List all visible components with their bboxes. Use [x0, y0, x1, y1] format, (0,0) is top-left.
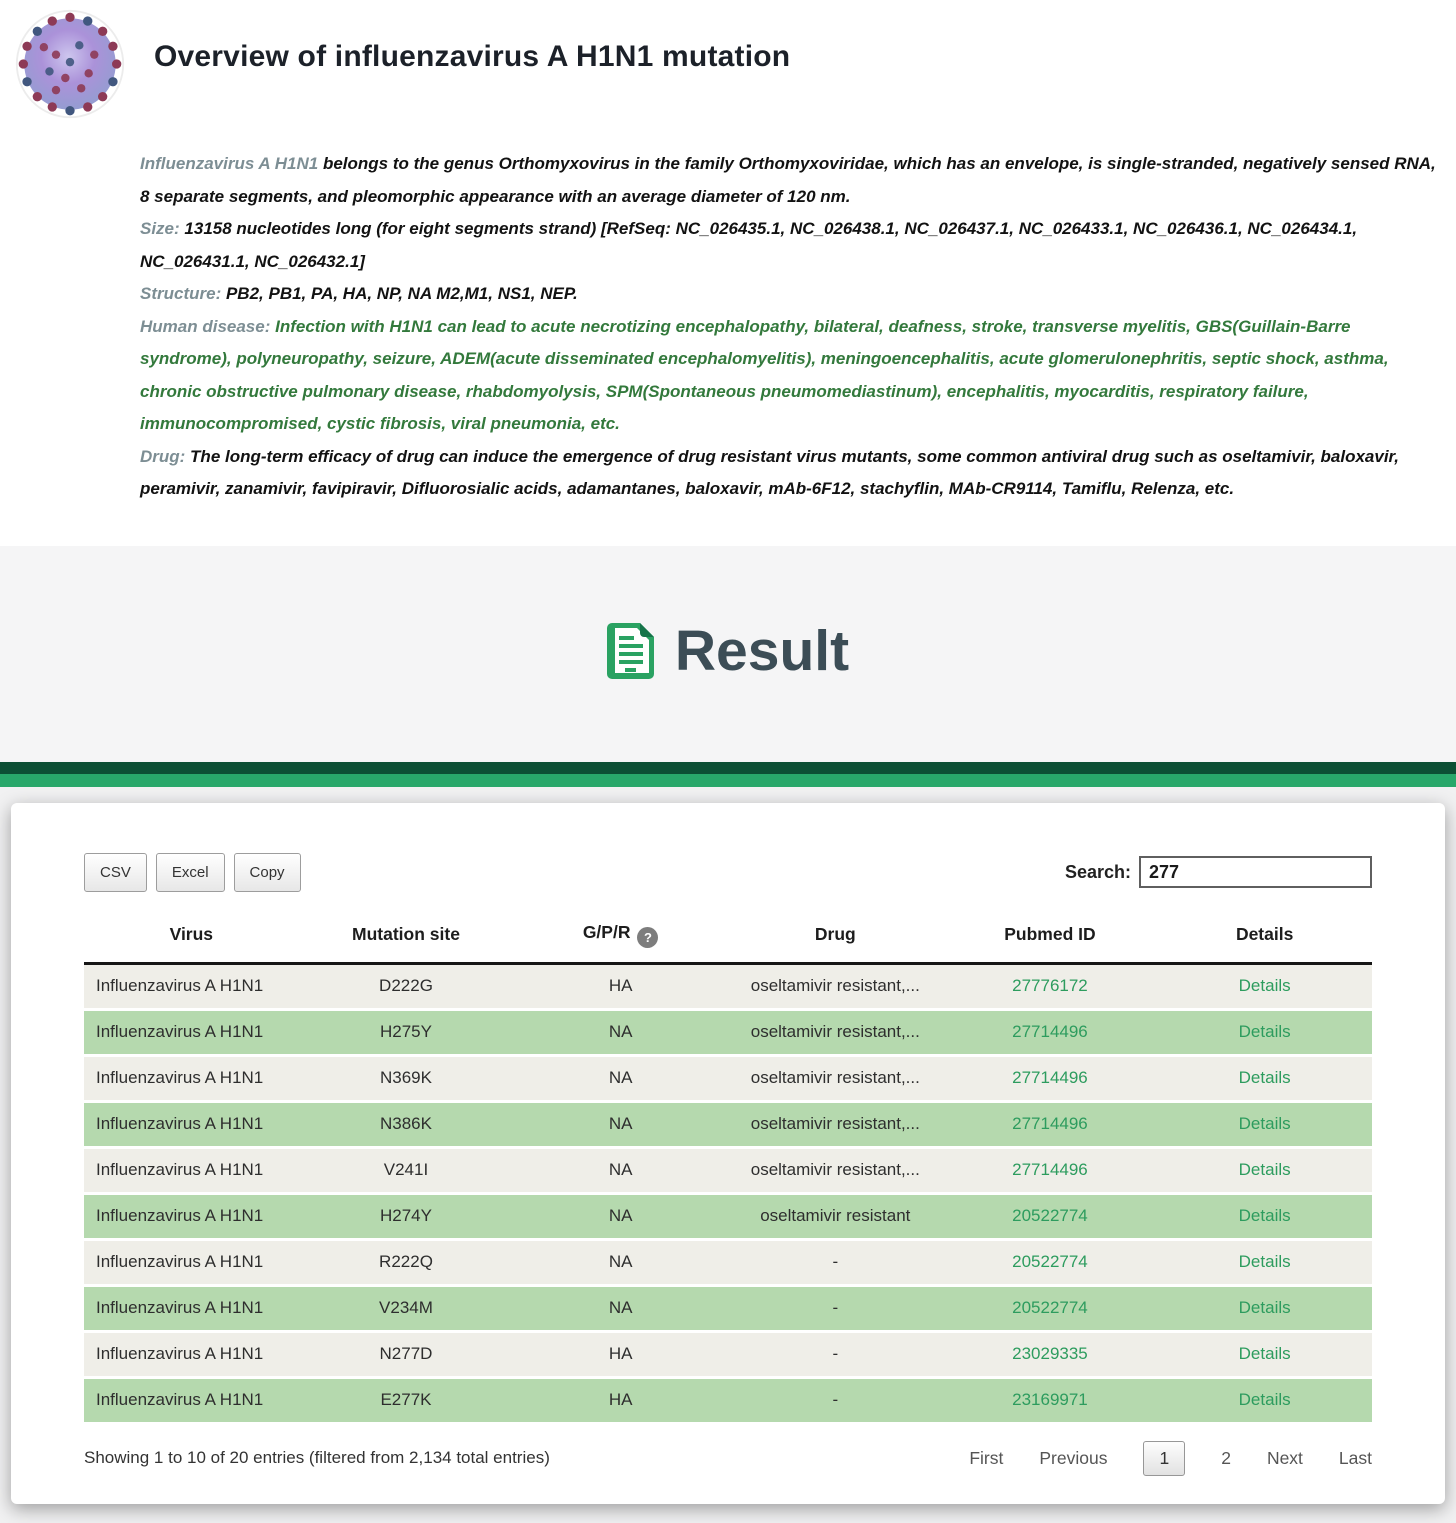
column-header-details: Details: [1157, 912, 1372, 964]
cell-drug: -: [728, 1377, 943, 1423]
cell-drug: -: [728, 1285, 943, 1331]
pubmed-id-link[interactable]: 23029335: [1012, 1344, 1088, 1363]
cell-drug: oseltamivir resistant,...: [728, 1009, 943, 1055]
pubmed-id-link[interactable]: 20522774: [1012, 1252, 1088, 1271]
pagination-page-2[interactable]: 2: [1221, 1447, 1231, 1468]
cell-gpr: NA: [513, 1285, 728, 1331]
cell-virus: Influenzavirus A H1N1: [84, 963, 299, 1009]
table-row: [84, 963, 1372, 1009]
export-button-group: [84, 853, 301, 892]
cell-pubmed-id: [943, 1193, 1158, 1239]
cell-gpr: NA: [513, 1009, 728, 1055]
result-title: Result: [674, 618, 850, 683]
details-link[interactable]: Details: [1238, 976, 1291, 995]
drug-text: The long-term efficacy of drug can induce the emergence of drug resistant virus mutants, some common antiviral drug such as oseltamivir, baloxavir, peramivir, zanamivir, favipiravir, Difluorosialic acids, adamantanes, baloxavir, mAb-6F12, stachyflin, MAb-CR9114, Tamiflu, Relenza, etc.: [140, 446, 1399, 498]
details-link[interactable]: Details: [1238, 1114, 1291, 1133]
table-body: [84, 963, 1372, 1423]
cell-mutation-site: N369K: [299, 1055, 514, 1101]
pagination-next[interactable]: Next: [1266, 1447, 1303, 1468]
cell-gpr: NA: [513, 1193, 728, 1239]
cell-gpr: HA: [513, 963, 728, 1009]
cell-details: [1157, 1285, 1372, 1331]
pubmed-id-link[interactable]: 27714496: [1012, 1114, 1088, 1133]
cell-pubmed-id: [943, 1055, 1158, 1101]
pagination-page-1[interactable]: 1: [1143, 1441, 1185, 1476]
pagination-first[interactable]: First: [969, 1447, 1004, 1468]
table-row: [84, 1377, 1372, 1423]
disease-label: Human disease:: [140, 316, 271, 336]
divider-bar-light: [0, 774, 1456, 787]
search-label: Search:: [1064, 861, 1131, 882]
mutations-table: [84, 912, 1372, 1425]
results-area: [0, 787, 1456, 1523]
cell-virus: Influenzavirus A H1N1: [84, 1331, 299, 1377]
cell-mutation-site: R222Q: [299, 1239, 514, 1285]
details-link[interactable]: Details: [1238, 1344, 1291, 1363]
cell-virus: Influenzavirus A H1N1: [84, 1285, 299, 1331]
cell-gpr: HA: [513, 1377, 728, 1423]
column-header-drug: Drug: [728, 912, 943, 964]
disease-text: Infection with H1N1 can lead to acute necrotizing encephalopathy, bilateral, deafness, stroke, transverse myelitis, GBS(Guillain-Barre syndrome), polyneuropathy, seizure, ADEM(acute disseminated encephalomyelitis), meningoencephalitis, acute glomerulonephritis, septic shock, asthma, chronic obstructive pulmonary disease, rhabdomyolysis, SPM(Spontaneous pneumomediastinum), encephalitis, myocarditis, respiratory failure, immunocompromised, cystic fibrosis, viral pneumonia, etc.: [140, 316, 1389, 433]
pagination: [969, 1441, 1372, 1476]
table-row: [84, 1147, 1372, 1193]
cell-gpr: HA: [513, 1331, 728, 1377]
details-link[interactable]: Details: [1238, 1160, 1291, 1179]
pubmed-id-link[interactable]: 27714496: [1012, 1022, 1088, 1041]
cell-pubmed-id: [943, 1147, 1158, 1193]
pubmed-id-link[interactable]: 20522774: [1012, 1298, 1088, 1317]
details-link[interactable]: Details: [1238, 1390, 1291, 1409]
cell-virus: Influenzavirus A H1N1: [84, 1377, 299, 1423]
table-row: [84, 1239, 1372, 1285]
column-header-gpr-label: G/P/R: [582, 921, 631, 942]
cell-virus: Influenzavirus A H1N1: [84, 1193, 299, 1239]
table-row: [84, 1285, 1372, 1331]
column-header-gpr: [513, 912, 728, 964]
cell-gpr: NA: [513, 1239, 728, 1285]
pagination-last[interactable]: Last: [1338, 1447, 1372, 1468]
pubmed-id-link[interactable]: 23169971: [1012, 1390, 1088, 1409]
cell-mutation-site: N277D: [299, 1331, 514, 1377]
structure-text: PB2, PB1, PA, HA, NP, NA M2,M1, NS1, NEP.: [221, 284, 578, 303]
cell-mutation-site: N386K: [299, 1101, 514, 1147]
page-title: Overview of influenzavirus A H1N1 mutation: [154, 40, 791, 73]
cell-pubmed-id: [943, 1285, 1158, 1331]
entries-info-text: Showing 1 to 10 of 20 entries (filtered from 2,134 total entries): [84, 1448, 550, 1467]
details-link[interactable]: Details: [1238, 1252, 1291, 1271]
table-row: [84, 1055, 1372, 1101]
cell-virus: Influenzavirus A H1N1: [84, 1101, 299, 1147]
cell-mutation-site: V241I: [299, 1147, 514, 1193]
size-label: Size:: [140, 219, 180, 238]
csv-button[interactable]: CSV: [84, 853, 147, 892]
cell-mutation-site: V234M: [299, 1285, 514, 1331]
cell-details: [1157, 1377, 1372, 1423]
pubmed-id-link[interactable]: 27714496: [1012, 1160, 1088, 1179]
cell-virus: Influenzavirus A H1N1: [84, 1147, 299, 1193]
table-toolbar: [84, 853, 1372, 892]
cell-drug: -: [728, 1331, 943, 1377]
cell-pubmed-id: [943, 1377, 1158, 1423]
cell-details: [1157, 1009, 1372, 1055]
intro-text: belongs to the genus Orthomyxovirus in the family Orthomyxoviridae, which has an envelope, is single-stranded, negatively sensed RNA, 8 separate segments, and pleomorphic appearance with an average diameter of 120 nm.: [140, 154, 1436, 206]
result-section-header: [0, 546, 1456, 762]
cell-details: [1157, 1055, 1372, 1101]
cell-mutation-site: E277K: [299, 1377, 514, 1423]
cell-drug: oseltamivir resistant: [728, 1193, 943, 1239]
details-link[interactable]: Details: [1238, 1206, 1291, 1225]
help-icon[interactable]: ?: [637, 927, 658, 948]
cell-mutation-site: H274Y: [299, 1193, 514, 1239]
cell-gpr: NA: [513, 1101, 728, 1147]
cell-details: [1157, 963, 1372, 1009]
divider-bar-dark: [0, 762, 1456, 774]
cell-mutation-site: H275Y: [299, 1009, 514, 1055]
description-disease: [140, 311, 1440, 441]
details-link[interactable]: Details: [1238, 1022, 1291, 1041]
cell-pubmed-id: [943, 1331, 1158, 1377]
structure-label: Structure:: [140, 284, 222, 303]
table-row: [84, 1101, 1372, 1147]
details-link[interactable]: Details: [1238, 1298, 1291, 1317]
pubmed-id-link[interactable]: 20522774: [1012, 1206, 1088, 1225]
description-intro: [140, 148, 1440, 213]
cell-details: [1157, 1101, 1372, 1147]
cell-drug: oseltamivir resistant,...: [728, 1101, 943, 1147]
cell-gpr: NA: [513, 1147, 728, 1193]
page-header: [0, 0, 1456, 546]
document-icon: [607, 622, 655, 680]
description-size: [140, 213, 1440, 278]
details-link[interactable]: Details: [1238, 1068, 1291, 1087]
copy-button[interactable]: Copy: [234, 853, 301, 892]
cell-virus: Influenzavirus A H1N1: [84, 1055, 299, 1101]
description-drug: [140, 441, 1440, 506]
virus-description: [140, 148, 1440, 506]
table-header-row: [84, 912, 1372, 964]
intro-label: Influenzavirus A H1N1: [140, 154, 319, 173]
cell-pubmed-id: [943, 1101, 1158, 1147]
column-header-pubmed-id: Pubmed ID: [943, 912, 1158, 964]
cell-details: [1157, 1331, 1372, 1377]
cell-gpr: NA: [513, 1055, 728, 1101]
table-footer: [84, 1441, 1372, 1476]
cell-details: [1157, 1239, 1372, 1285]
table-row: [84, 1331, 1372, 1377]
description-structure: [140, 278, 1440, 311]
cell-drug: oseltamivir resistant,...: [728, 1147, 943, 1193]
size-text: 13158 nucleotides long (for eight segments strand) [RefSeq: NC_026435.1, NC_026438.1, NC_026437.1, NC_026433.1, NC_026436.1, NC_026434.1, NC_026431.1, NC_026432.1]: [140, 219, 1358, 271]
pagination-previous[interactable]: Previous: [1039, 1447, 1108, 1468]
cell-pubmed-id: [943, 1009, 1158, 1055]
table-row: [84, 1193, 1372, 1239]
cell-drug: oseltamivir resistant,...: [728, 1055, 943, 1101]
excel-button[interactable]: Excel: [156, 853, 225, 892]
cell-pubmed-id: [943, 963, 1158, 1009]
cell-pubmed-id: [943, 1239, 1158, 1285]
virus-sphere-icon: [14, 8, 126, 120]
cell-virus: Influenzavirus A H1N1: [84, 1009, 299, 1055]
cell-details: [1157, 1147, 1372, 1193]
pubmed-id-link[interactable]: 27714496: [1012, 1068, 1088, 1087]
cell-virus: Influenzavirus A H1N1: [84, 1239, 299, 1285]
cell-details: [1157, 1193, 1372, 1239]
pubmed-id-link[interactable]: 27776172: [1012, 976, 1088, 995]
search-input[interactable]: [1139, 856, 1372, 888]
cell-drug: -: [728, 1239, 943, 1285]
cell-drug: oseltamivir resistant,...: [728, 963, 943, 1009]
search-container: [1065, 856, 1372, 888]
results-card: [11, 803, 1445, 1504]
table-row: [84, 1009, 1372, 1055]
cell-mutation-site: D222G: [299, 963, 514, 1009]
column-header-mutation-site: Mutation site: [299, 912, 514, 964]
column-header-virus: Virus: [84, 912, 299, 964]
drug-label: Drug:: [140, 446, 186, 466]
